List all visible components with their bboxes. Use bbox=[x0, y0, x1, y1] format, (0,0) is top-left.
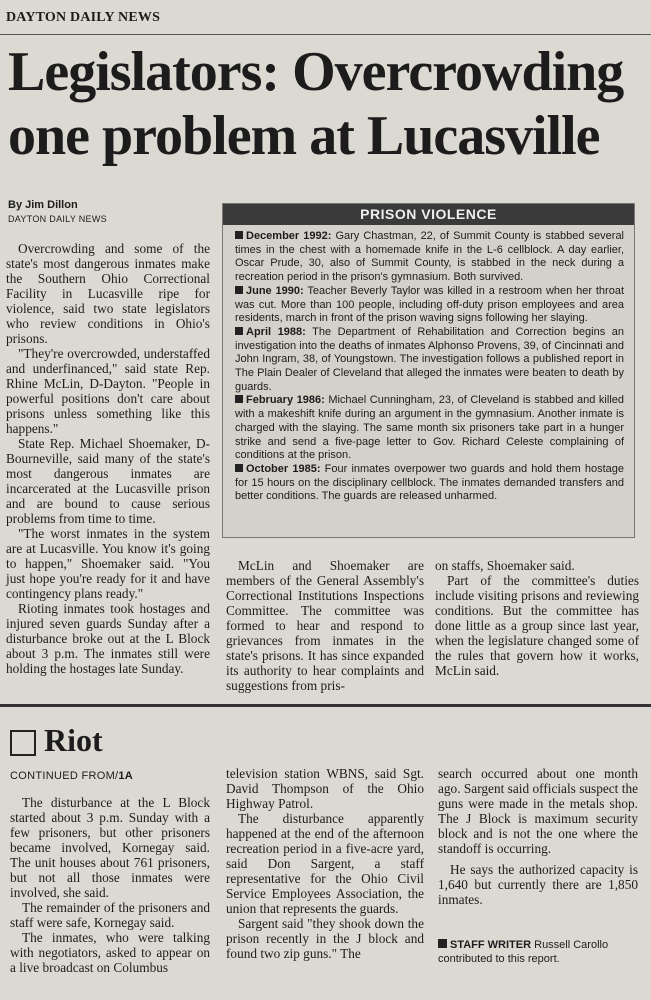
paragraph: on staffs, Shoemaker said. bbox=[435, 558, 575, 573]
paragraph: Rioting inmates took hostages and injured seven guards Sunday after a disturbance broke out at the L Block about 3 p.m. The inmates still were holding the hostages late Sunday. bbox=[6, 601, 210, 676]
entry-text: Four inmates overpower two guards and hold them hostage for 15 hours on the disciplinary cellblock. The inmates demanded transfers and better conditions. The guards are released unharmed. bbox=[235, 462, 624, 503]
entry-text: Michael Cunningham, 23, of Cleveland is stabbed and killed with a makeshift knife during an argument in the gymnasium. Another inmate is charged with the slaying. The same month six prisoners take part in a hunger strike and send a five-page letter to Gov. Richard Celeste complaining of conditions at the prison. bbox=[235, 394, 624, 462]
square-box-icon bbox=[10, 730, 36, 756]
square-bullet-icon bbox=[235, 286, 243, 294]
entry-text: Teacher Beverly Taylor was killed in a restroom when her throat was cut. More than 100 people, including off-duty prison employees and area residents, march in front of the prison waving signs following her slaying. bbox=[235, 284, 625, 325]
paragraph: State Rep. Michael Shoemaker, D-Bourneville, said many of the state's most dangerous inmates are incarcerated at the Lucasville prison and are bound to cause serious problems from time to time. bbox=[6, 436, 210, 526]
sidebar-entry bbox=[235, 326, 624, 395]
paragraph: "They're overcrowded, understaffed and underfinanced," said state Rep. Rhine McLin, D-Dayton. "People in powerful positions don't care about prisons unless something like this happens." bbox=[6, 346, 210, 436]
staff-writer-label: STAFF WRITER bbox=[450, 939, 532, 951]
paragraph: The remainder of the prisoners and staff were safe, Kornegay said. bbox=[10, 900, 210, 930]
riot-title: Riot bbox=[44, 722, 103, 758]
left-column bbox=[6, 241, 210, 676]
square-bullet-icon bbox=[235, 231, 243, 239]
top-rule bbox=[0, 34, 651, 35]
sidebar-entry bbox=[235, 285, 624, 326]
byline: By Jim Dillon bbox=[8, 199, 78, 211]
entry-date: December 1992: bbox=[246, 230, 332, 242]
sidebar-entry bbox=[235, 230, 624, 285]
entry-text: The Department of Rehabilitation and Correction begins an investigation into the deaths of inmates Alphonso Provens, 39, of Cincinnati and John Ingram, 38, of Youngstown. The investigation follows a published report in The Plain Dealer of Cleveland that alleged the inmates were beaten to death by guards. bbox=[235, 325, 624, 393]
staff-writer-text: Russell Carollo contributed to this report. bbox=[438, 939, 609, 965]
square-bullet-icon bbox=[235, 327, 243, 335]
entry-date: February 1986: bbox=[246, 394, 325, 407]
square-bullet-icon bbox=[235, 395, 243, 403]
masthead: DAYTON DAILY NEWS bbox=[6, 10, 161, 25]
continued-from bbox=[10, 770, 133, 782]
paragraph: television station WBNS, said Sgt. David Thompson of the Ohio Highway Patrol. bbox=[226, 766, 424, 811]
paragraph: The inmates, who were talking with negotiators, asked to appear on a live broadcast on Columbus bbox=[10, 930, 210, 975]
square-bullet-icon bbox=[438, 939, 447, 948]
continued-label: CONTINUED FROM/ bbox=[10, 770, 119, 782]
middle-column bbox=[226, 558, 424, 693]
sidebar-title: PRISON VIOLENCE bbox=[223, 204, 634, 225]
right-column bbox=[435, 558, 639, 678]
byline-source: DAYTON DAILY NEWS bbox=[8, 214, 107, 224]
square-bullet-icon bbox=[235, 464, 243, 472]
prison-violence-sidebar bbox=[222, 203, 635, 538]
section-rule bbox=[0, 704, 651, 707]
entry-date: June 1990: bbox=[246, 284, 304, 297]
entry-date: October 1985: bbox=[246, 462, 321, 475]
riot-left-column bbox=[10, 795, 210, 975]
paragraph: The disturbance apparently happened at the end of the afternoon recreation period in a five-acre yard, said Don Sargent, a staff representative for the Ohio Civil Service Employees Association, the union that represents the guards. bbox=[226, 811, 424, 916]
entry-date: April 1988: bbox=[246, 325, 306, 338]
paragraph: McLin and Shoemaker are members of the General Assembly's Correctional Institutions Inspections Committee. The committee was formed to hear and respond to grievances from inmates in the state's prisons. It has since expanded its authority to hear complaints and suggestions from pris- bbox=[226, 558, 424, 693]
paragraph: He says the authorized capacity is 1,640 but currently there are 1,850 inmates. bbox=[438, 862, 638, 907]
sidebar-body bbox=[223, 225, 634, 504]
riot-right-column bbox=[438, 766, 638, 907]
paragraph: Part of the committee's duties include visiting prisons and reviewing conditions. But the committee has done little as a group since last year, when the legislature changed some of the rules that govern how it works, McLin said. bbox=[435, 573, 639, 678]
sidebar-entry bbox=[235, 463, 624, 504]
continued-page: 1A bbox=[118, 770, 134, 782]
riot-middle-column bbox=[226, 766, 424, 961]
paragraph: The disturbance at the L Block started about 3 p.m. Sunday with a few prisoners, but other prisoners became involved, Kornegay said. The unit houses about 761 prisoners, but not all those inmates were involved, she said. bbox=[10, 795, 210, 900]
staff-writer-credit bbox=[438, 938, 638, 966]
paragraph: search occurred about one month ago. Sargent said officials suspect the guns were made in the metals shop. The J Block is maximum security block and is not the one where the standoff is occurring. bbox=[438, 766, 638, 856]
sidebar-entry bbox=[235, 394, 624, 463]
headline: Legislators: Overcrowding one problem at Lucasville bbox=[8, 41, 624, 167]
entry-text: Gary Chastman, 22, of Summit County is stabbed several times in the chest with a homemade knife in the L-6 cellblock. A day earlier, Oscar Prude, 30, also of Summit County, is stabbed in the neck during a recreation period in the prison's gymnasium. Both survived. bbox=[235, 230, 624, 284]
paragraph: Sargent said "they shook down the prison recently in the J block and found two zip guns." The bbox=[226, 916, 424, 961]
paragraph: Overcrowding and some of the state's most dangerous inmates make the Southern Ohio Correctional Facility in Lucasville ripe for violence, said two state legislators who review conditions in Ohio's prisons. bbox=[6, 241, 210, 346]
paragraph: "The worst inmates in the system are at Lucasville. You know it's going to happen," Shoemaker said. "You just hope you're ready for it and have contingency plans ready." bbox=[6, 526, 210, 601]
